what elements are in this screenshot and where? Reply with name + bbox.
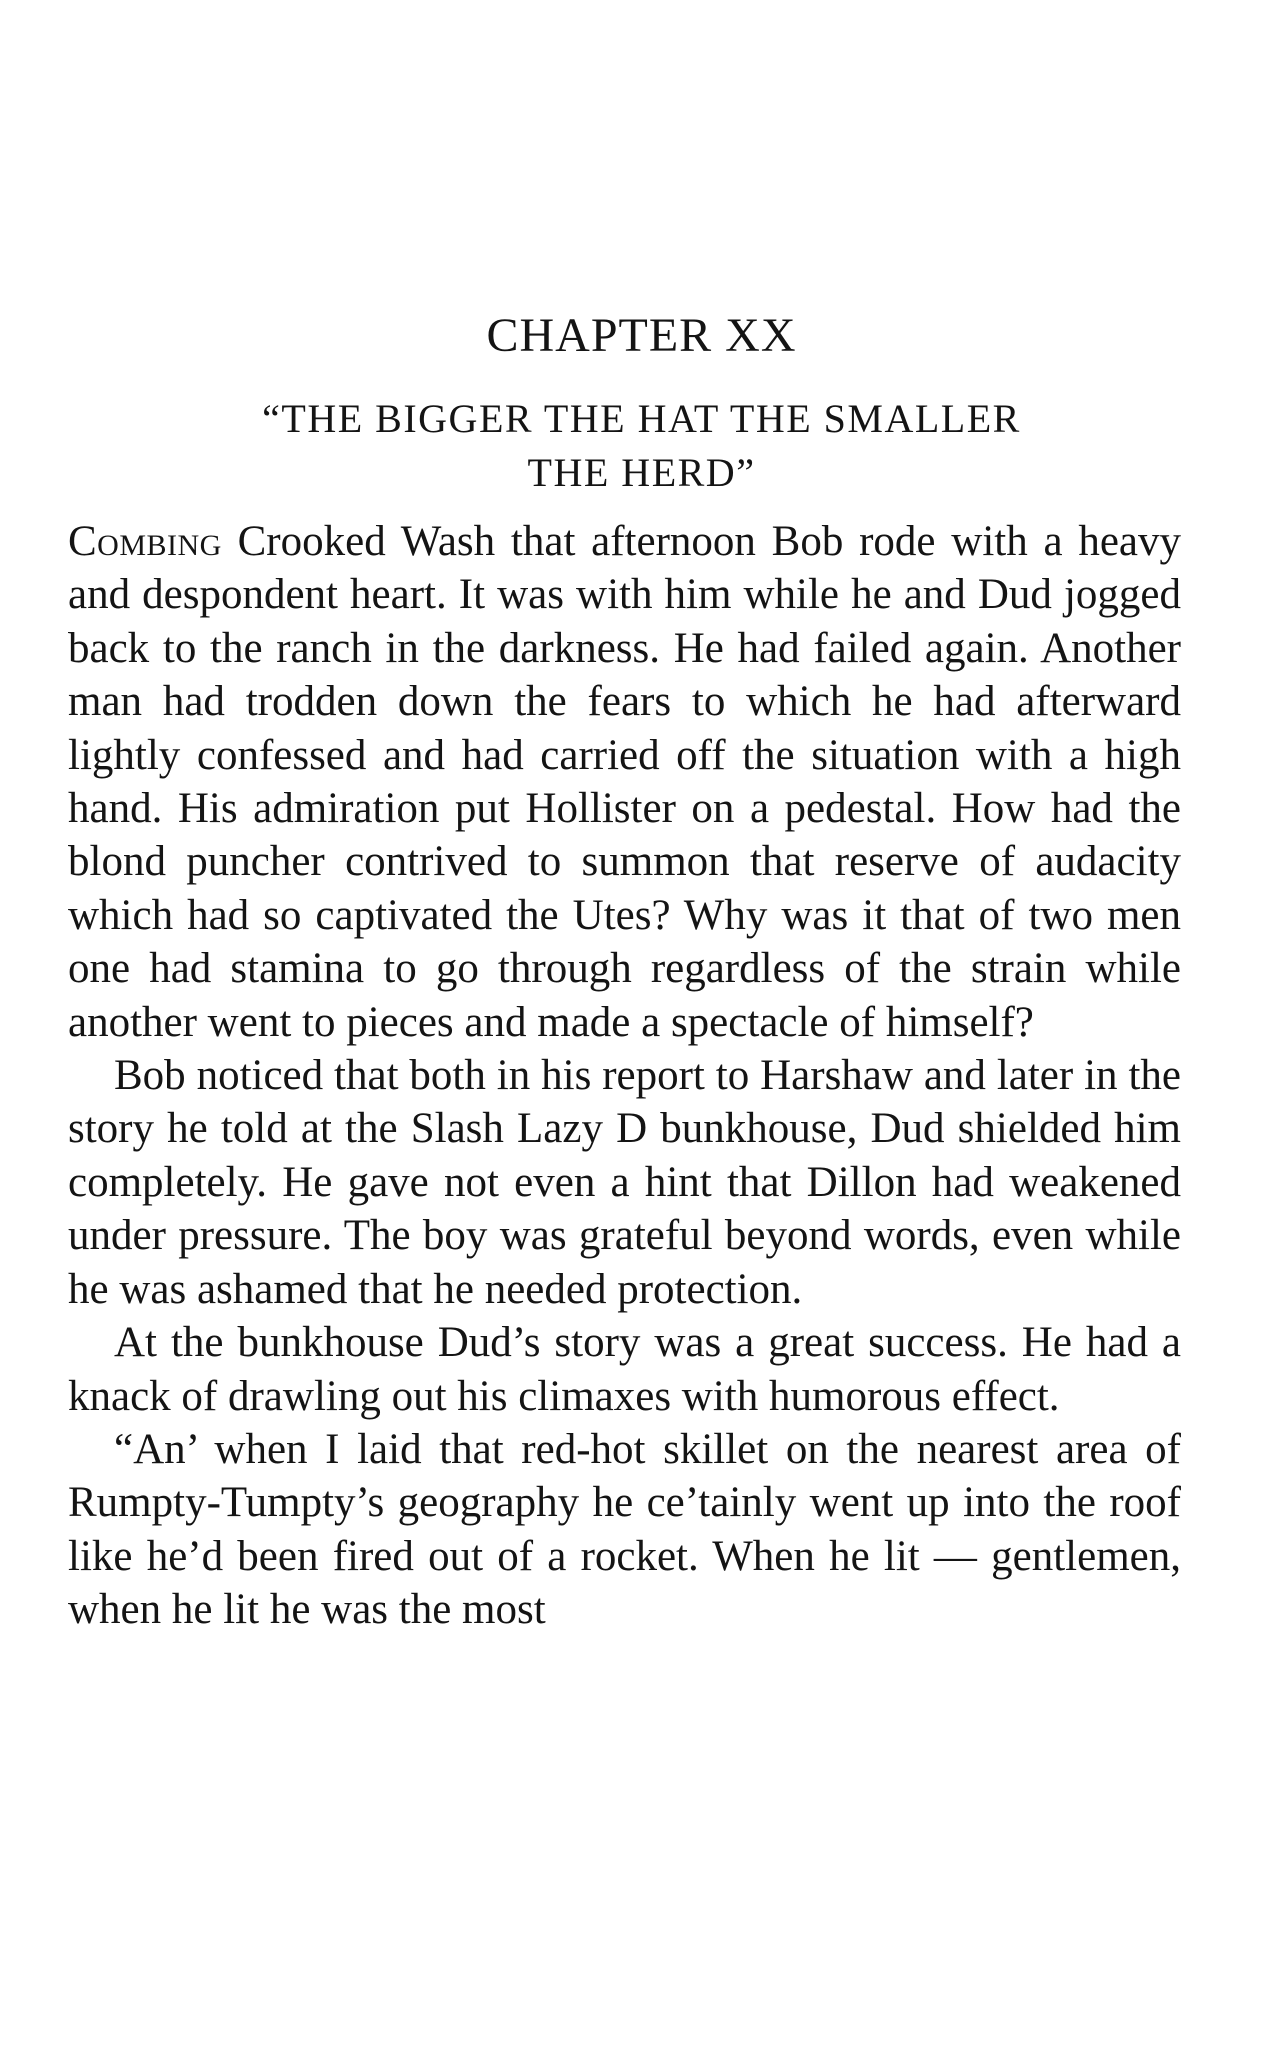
chapter-title-line-2: THE HERD” <box>527 450 756 495</box>
paragraph-4: “An’ when I laid that red-hot skillet on the nearest area of Rumpty-Tumpty’s geography he ce’tainly went up into the roof like he’d been fired out of a rocket. When he lit — gentlemen, when he lit he was the most <box>68 1425 1181 1634</box>
chapter-title-line-1: “THE BIGGER THE HAT THE SMALLER <box>262 396 1021 441</box>
paragraph-1-text: Crooked Wash that afternoon Bob rode with a heavy and despondent heart. It was with him while he and Dud jogged back to the ranch in the darkness. He had failed again. Another man had trodden down the fears to which he had afterward lightly confessed and had carried off the situation with a high hand. His admiration put Hollister on a pedestal. How had the blond puncher contrived to summon that reserve of audacity which had so captivated the Utes? Why was it that of two men one had stamina to go through regardless of the strain while another went to pieces and made a spectacle of himself? <box>68 518 1181 1046</box>
paragraph-3: At the bunkhouse Dud’s story was a great success. He had a knack of drawling out his climaxes with humorous effect. <box>68 1319 1181 1420</box>
chapter-title <box>0 392 1283 500</box>
body-text <box>68 515 1181 1637</box>
paragraph-2: Bob noticed that both in his report to Harshaw and later in the story he told at the Slash Lazy D bunkhouse, Dud shielded him completely. He gave not even a hint that Dillon had weakened under pressure. The boy was grateful beyond words, even while he was ashamed that he needed protection. <box>68 1052 1181 1313</box>
chapter-number: CHAPTER XX <box>486 309 797 362</box>
paragraph-1 <box>68 515 1181 1049</box>
paragraph-lead-word: Combing <box>68 518 222 565</box>
